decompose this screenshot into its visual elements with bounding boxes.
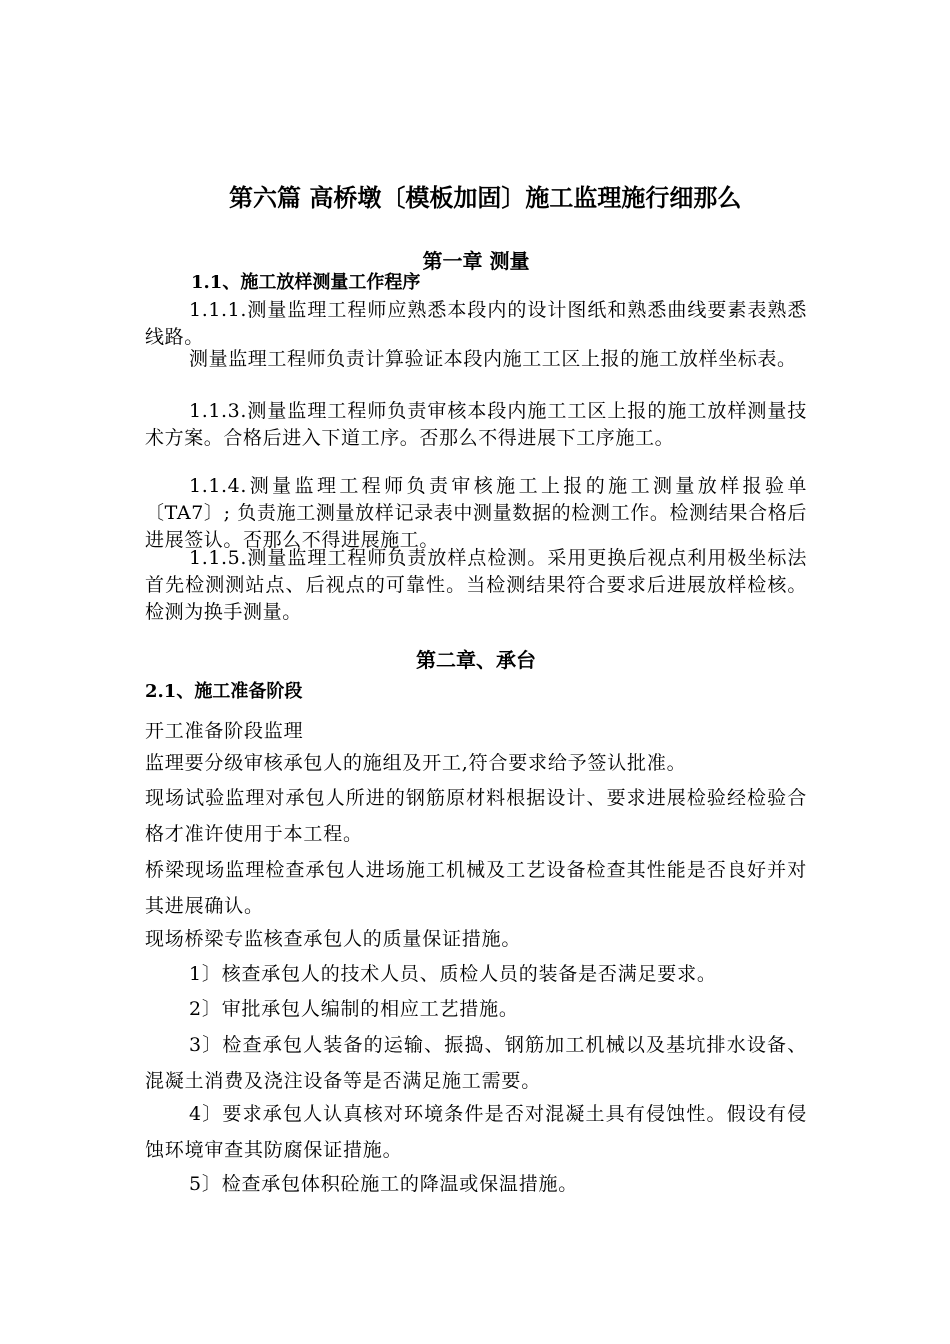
paragraph-1-1-3: 1.1.3.测量监理工程师负责审核本段内施工工区上报的施工放样测量技术方案。合格后进入下道工序。否那么不得进展下工序施工。 xyxy=(145,400,807,449)
paragraph-1-1-4: 1.1.4.测量监理工程师负责审核施工上报的施工测量放样报验单〔TA7〕; 负责施工测量放样记录表中测量数据的检测工作。检测结果合格后进展签认。否那么不得进展施工。 xyxy=(145,475,807,551)
paragraph-2-5: 现场桥梁专监核查承包人的质量保证措施。 xyxy=(145,928,522,950)
paragraph-1-1-2: 测量监理工程师负责计算验证本段内施工工区上报的施工放样坐标表。 xyxy=(189,348,797,370)
paragraph-2-1: 开工准备阶段监理 xyxy=(145,720,304,742)
paragraph-2-2: 监理要分级审核承包人的施组及开工,符合要求给予签认批准。 xyxy=(145,752,687,774)
numbered-item-2: 2〕审批承包人编制的相应工艺措施。 xyxy=(189,998,519,1020)
document-title: 第六篇 高桥墩〔模板加固〕施工监理施行细那么 xyxy=(229,183,742,212)
numbered-item-1: 1〕核查承包人的技术人员、质检人员的装备是否满足要求。 xyxy=(189,963,717,985)
section-2-1-title: 2.1、施工准备阶段 xyxy=(145,681,303,702)
numbered-item-5: 5〕检查承包体积砼施工的降温或保温措施。 xyxy=(189,1173,579,1195)
section-1-1-title: 1.1、施工放样测量工作程序 xyxy=(191,272,421,293)
chapter-2-title: 第二章、承台 xyxy=(416,648,536,672)
paragraph-2-3: 现场试验监理对承包人所进的钢筋原材料根据设计、要求进展检验经检验合格才准许使用于本工程。 xyxy=(145,787,807,845)
chapter-1-title: 第一章 测量 xyxy=(422,249,530,273)
paragraph-1-1-5: 1.1.5.测量监理工程师负责放样点检测。采用更换后视点利用极坐标法首先检测测站点、后视点的可靠性。当检测结果符合要求后进展放样检核。检测为换手测量。 xyxy=(145,547,807,623)
numbered-item-3: 3〕检查承包人装备的运输、振捣、钢筋加工机械以及基坑排水设备、混凝土消费及浇注设备等是否满足施工需要。 xyxy=(145,1034,807,1092)
paragraph-1-1-1: 1.1.1.测量监理工程师应熟悉本段内的设计图纸和熟悉曲线要素表熟悉线路。 xyxy=(145,299,807,348)
numbered-item-4: 4〕要求承包人认真核对环境条件是否对混凝土具有侵蚀性。假设有侵蚀环境审查其防腐保证措施。 xyxy=(145,1103,807,1161)
paragraph-2-4: 桥梁现场监理检查承包人进场施工机械及工艺设备检查其性能是否良好并对其进展确认。 xyxy=(145,859,807,917)
